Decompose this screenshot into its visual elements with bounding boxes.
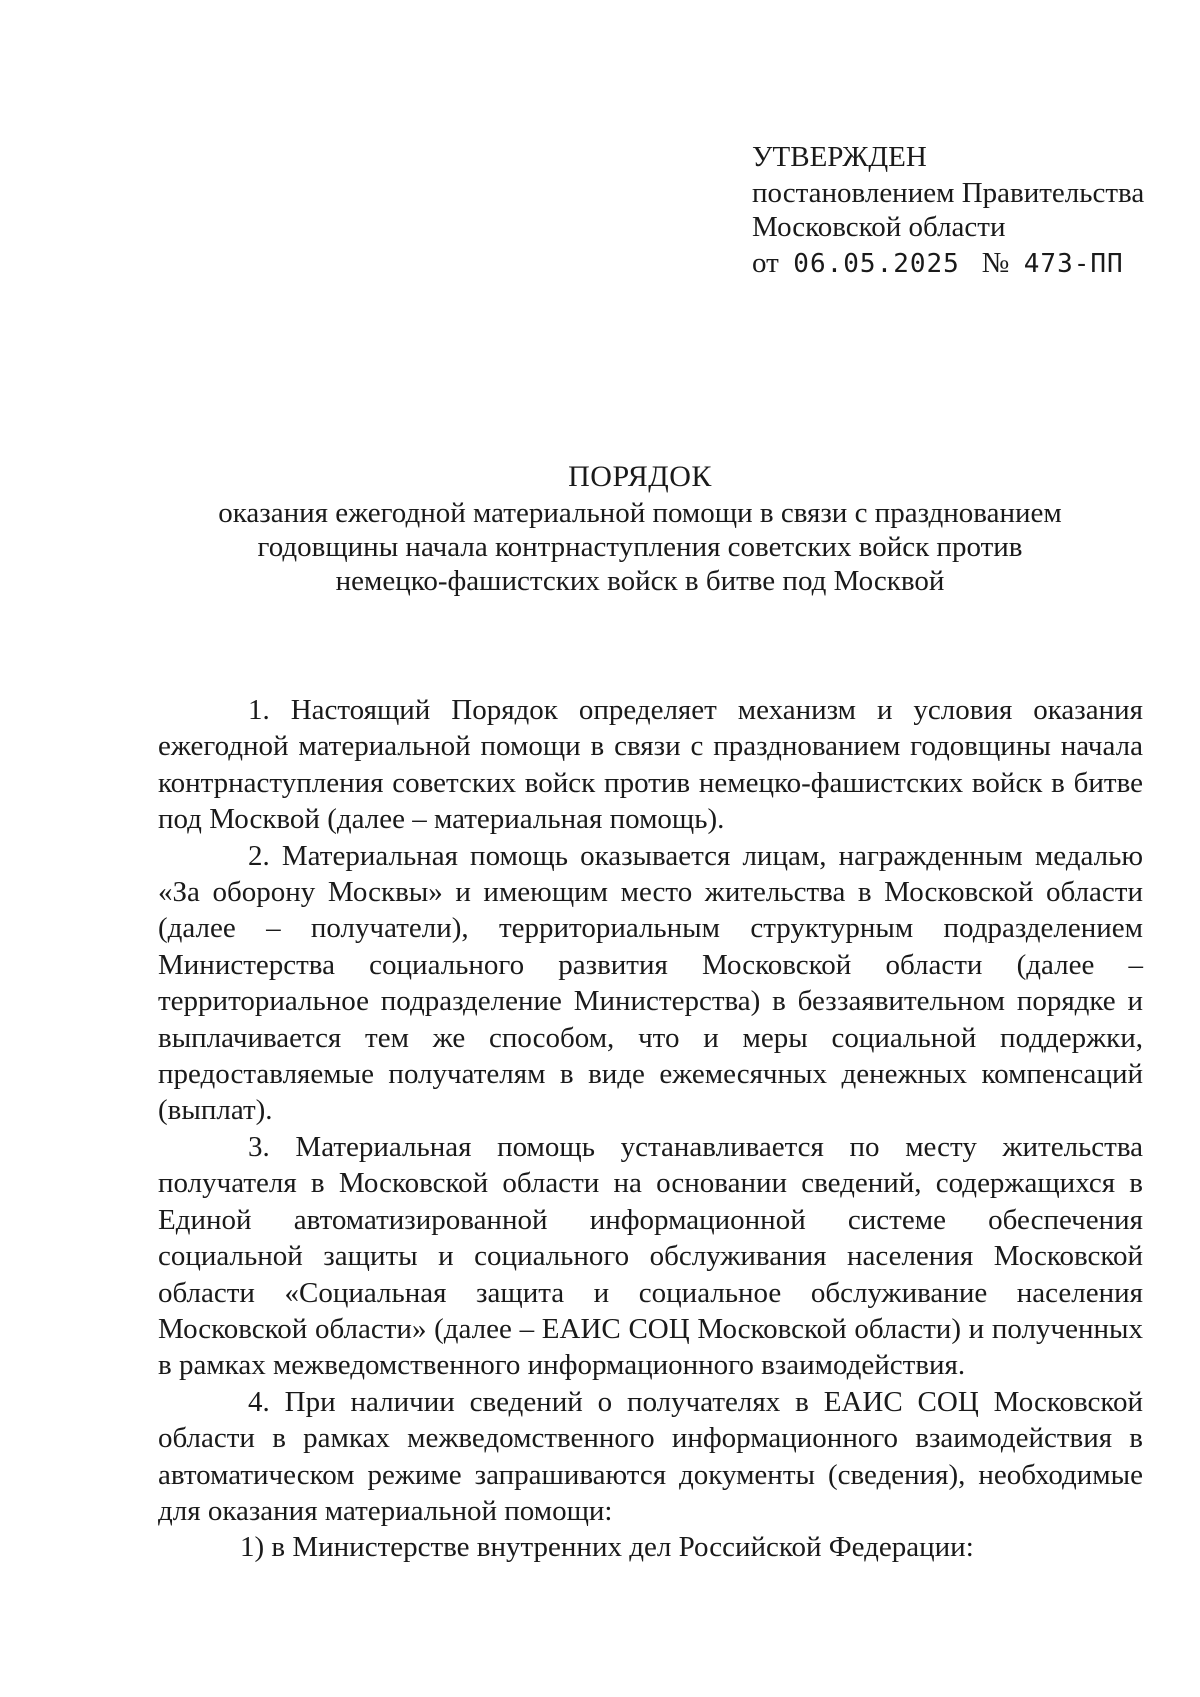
- approval-stamp: [752, 140, 1172, 281]
- document-title-block: [200, 460, 1080, 598]
- approval-number: 473-ПП: [1023, 249, 1124, 279]
- paragraph-4: 4. При наличии сведений о получателях в ЕАИС СОЦ Московской области в рамках межведомственного информационного взаимодействия в автоматическом режиме запрашиваются документы (сведения), необходимые для оказания материальной помощи:: [158, 1385, 1143, 1527]
- approval-date-prefix: от: [752, 247, 779, 279]
- approval-date: 06.05.2025: [793, 249, 960, 279]
- paragraph-1: 1. Настоящий Порядок определяет механизм и условия оказания ежегодной материальной помощи в связи с празднованием годовщины начала контрнаступления советских войск против немецко-фашистских войск в битве под Москвой (далее – материальная помощь).: [158, 694, 1143, 836]
- paragraph-3: 3. Материальная помощь устанавливается по месту жительства получателя в Московской области на основании сведений, содержащихся в Единой автоматизированной информационной системе обеспечения социальной защиты и социального обслуживания населения Московской области «Социальная защита и социальное обслуживание населения Московской области» (далее – ЕАИС СОЦ Московской области) и полученных в рамках межведомственного информационного взаимодействия.: [158, 1130, 1143, 1382]
- document-title: ПОРЯДОК: [568, 460, 712, 493]
- document-subtitle-line-3: немецко-фашистских войск в битве под Москвой: [335, 565, 945, 597]
- approval-line-1: постановлением Правительства: [752, 177, 1145, 209]
- approval-number-sign: №: [981, 247, 1010, 279]
- document-subtitle-line-2: годовщины начала контрнаступления советских войск против: [257, 531, 1023, 563]
- paragraph-2: 2. Материальная помощь оказывается лицам, награжденным медалью «За оборону Москвы» и имеющим место жительства в Московской области (далее – получатели), территориальным структурным подразделением Министерства социального развития Московской области (далее – территориальное подразделение Министерства) в беззаявительном порядке и выплачивается тем же способом, что и меры социальной поддержки, предоставляемые получателям в виде ежемесячных денежных компенсаций (выплат).: [158, 839, 1143, 1127]
- document-body: [158, 692, 1143, 1566]
- paragraph-4-item-1: 1) в Министерстве внутренних дел Российской Федерации:: [240, 1531, 974, 1564]
- approval-date-line: [752, 246, 1172, 281]
- document-subtitle-line-1: оказания ежегодной материальной помощи в связи с празднованием: [218, 497, 1062, 529]
- approval-line-2: Московской области: [752, 211, 1006, 243]
- approval-title: УТВЕРЖДЕН: [752, 141, 927, 173]
